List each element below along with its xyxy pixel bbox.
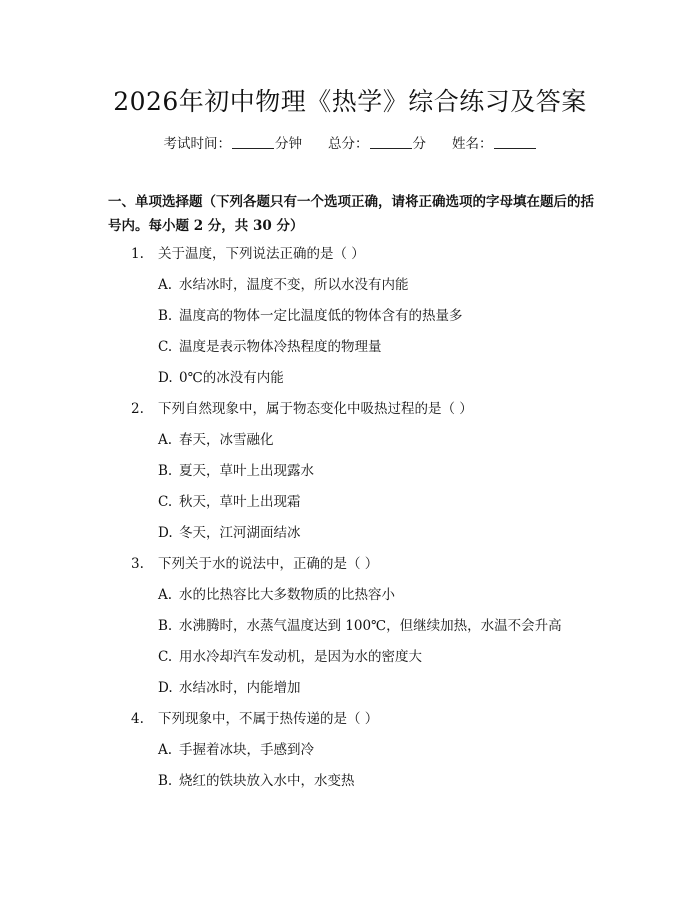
exam-time-field [164,132,303,152]
option-text: 手握着冰块，手感到冷 [179,742,314,758]
option-item [0,678,700,709]
option-letter: D. [158,525,173,541]
question-text: 下列现象中，不属于热传递的是（ ） [158,711,379,727]
name-field [452,132,537,152]
option-letter: B. [158,463,173,479]
option-item [0,461,700,492]
option-text: 用水冷却汽车发动机，是因为水的密度大 [179,649,422,665]
total-score-label: 总分： [328,136,369,152]
option-text: 秋天，草叶上出现霜 [179,494,301,510]
option-item [0,337,700,368]
question-stem [0,244,700,275]
question-text: 关于温度，下列说法正确的是（ ） [158,246,365,262]
option-item [0,523,700,554]
exam-time-suffix: 分钟 [275,136,302,152]
option-item [0,368,700,399]
option-text: 水结冰时，温度不变，所以水没有内能 [179,277,409,293]
option-letter: B. [158,773,173,789]
option-item [0,647,700,678]
option-item [0,771,700,802]
option-item [0,306,700,337]
option-letter: C. [158,339,173,355]
option-text: 温度是表示物体冷热程度的物理量 [179,339,382,355]
question-number: 1. [131,246,144,262]
option-letter: B. [158,308,173,324]
option-letter: D. [158,370,173,386]
option-item [0,740,700,771]
total-score-field [328,132,426,152]
option-text: 夏天，草叶上出现露水 [179,463,314,479]
option-letter: A. [158,742,173,758]
exam-time-label: 考试时间： [163,136,231,152]
option-text: 冬天，江河湖面结冰 [179,525,301,541]
option-letter: B. [158,618,173,634]
question-number: 4. [131,711,144,727]
option-text: 春天，冰雪融化 [179,432,274,448]
question-stem [0,709,700,740]
name-blank [494,136,536,149]
option-item [0,430,700,461]
total-score-suffix: 分 [412,136,426,152]
option-item [0,275,700,306]
page-title: 2026年初中物理《热学》综合练习及答案 [113,87,587,116]
option-item [0,616,700,647]
question-text: 下列关于水的说法中，正确的是（ ） [158,556,379,572]
question-number: 2. [131,401,144,417]
exam-time-blank [232,136,274,149]
question-text: 下列自然现象中，属于物态变化中吸热过程的是（ ） [158,401,473,417]
question-list [0,244,700,802]
question-stem [0,554,700,585]
option-letter: A. [158,277,173,293]
option-text: 0℃的冰没有内能 [179,370,284,386]
option-letter: C. [158,649,173,665]
option-text: 水沸腾时，水蒸气温度达到 100℃，但继续加热，水温不会升高 [179,618,562,634]
option-text: 水结冰时，内能增加 [179,680,301,696]
total-score-blank [370,136,412,149]
question-number: 3. [131,556,144,572]
option-item [0,585,700,616]
section-heading: 一、单项选择题（下列各题只有一个选项正确，请将正确选项的字母填在题后的括号内。每小题 2 分，共 30 分） [108,194,594,234]
option-text: 烧红的铁块放入水中，水变热 [179,773,355,789]
option-text: 水的比热容比大多数物质的比热容小 [179,587,395,603]
option-item [0,492,700,523]
name-label: 姓名： [452,136,493,152]
option-letter: C. [158,494,173,510]
option-letter: D. [158,680,173,696]
option-letter: A. [158,432,173,448]
question-stem [0,399,700,430]
option-letter: A. [158,587,173,603]
option-text: 温度高的物体一定比温度低的物体含有的热量多 [179,308,463,324]
exam-meta [0,132,700,152]
